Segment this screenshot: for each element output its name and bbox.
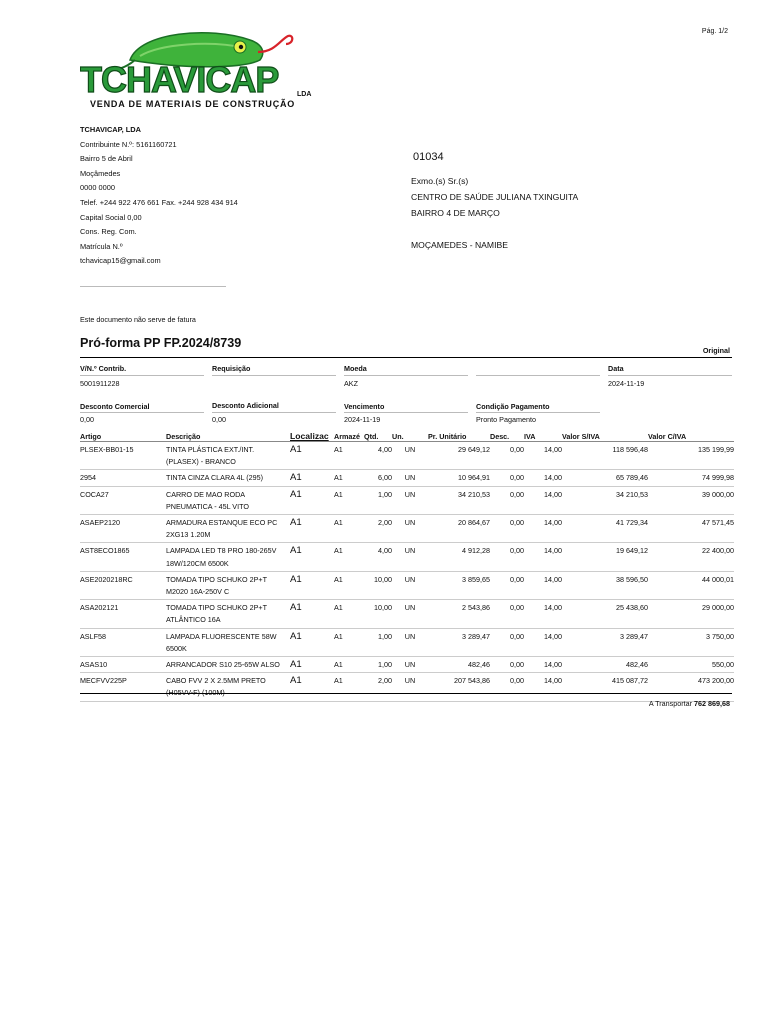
cell-valor-siva: 34 210,53 [562, 486, 648, 514]
meta-label: Desconto Adicional [212, 401, 279, 410]
cell-pr-unit: 29 649,12 [428, 442, 490, 470]
items-table [80, 427, 734, 702]
cell-desc: 0,00 [490, 470, 524, 486]
table-row [80, 657, 734, 673]
meta-value: 0,00 [212, 415, 226, 424]
cell-pr-unit: 34 210,53 [428, 486, 490, 514]
cell-valor-civa: 22 400,00 [648, 543, 734, 571]
document-note: Este documento não serve de fatura [80, 315, 196, 324]
client-address [411, 173, 578, 253]
cell-valor-siva: 482,46 [562, 657, 648, 673]
cell-artigo: MECFVV225P [80, 673, 166, 701]
svg-text:VENDA DE MATERIAIS DE CONSTRUÇ: VENDA DE MATERIAIS DE CONSTRUÇÃO [90, 99, 296, 109]
cell-valor-siva: 38 596,50 [562, 571, 648, 599]
table-row [80, 571, 734, 599]
cell-qtd: 4,00 [364, 543, 392, 571]
divider [476, 375, 600, 376]
divider [608, 375, 732, 376]
transport-value: 762 869,68 [694, 699, 730, 708]
cell-artigo: ASA202121 [80, 600, 166, 628]
cell-armazem: A1 [334, 543, 364, 571]
divider [80, 412, 204, 413]
meta-label: Data [608, 364, 624, 373]
meta-label: Condição Pagamento [476, 402, 550, 411]
cell-desc: 0,00 [490, 442, 524, 470]
cell-localizacao: A1 [290, 515, 334, 543]
cell-qtd: 10,00 [364, 600, 392, 628]
cell-descricao: TINTA PLÁSTICA EXT./INT. (PLASEX) - BRANCO [166, 442, 290, 470]
divider [212, 375, 336, 376]
cell-valor-siva: 25 438,60 [562, 600, 648, 628]
cell-iva: 14,00 [524, 571, 562, 599]
col-header-armazem: Armazé [334, 427, 364, 442]
cell-valor-siva: 3 289,47 [562, 628, 648, 656]
page-number: Pág. 1/2 [701, 28, 728, 35]
cell-valor-civa: 74 999,98 [648, 470, 734, 486]
client-line: BAIRRO 4 DE MARÇO [411, 208, 500, 218]
col-header-desc: Desc. [490, 427, 524, 442]
table-row [80, 628, 734, 656]
cell-valor-civa: 39 000,00 [648, 486, 734, 514]
cell-desc: 0,00 [490, 571, 524, 599]
cell-artigo: ASLF58 [80, 628, 166, 656]
col-header-pr-unit: Pr. Unitário [428, 427, 490, 442]
cell-descricao: TOMADA TIPO SCHUKO 2P+T ATLÂNTICO 16A [166, 600, 290, 628]
cell-un: UN [392, 543, 428, 571]
meta-value: 2024-11-19 [608, 379, 645, 388]
cell-qtd: 6,00 [364, 470, 392, 486]
cell-descricao: CARRO DE MAO RODA PNEUMATICA - 45L VITO [166, 486, 290, 514]
company-name: TCHAVICAP, LDA [80, 125, 141, 134]
cell-artigo: ASAEP2120 [80, 515, 166, 543]
cell-artigo: 2954 [80, 470, 166, 486]
cell-iva: 14,00 [524, 543, 562, 571]
cell-pr-unit: 482,46 [428, 657, 490, 673]
cell-armazem: A1 [334, 442, 364, 470]
cell-iva: 14,00 [524, 600, 562, 628]
cell-localizacao: A1 [290, 486, 334, 514]
cell-localizacao: A1 [290, 470, 334, 486]
meta-label: Desconto Comercial [80, 402, 150, 411]
cell-qtd: 1,00 [364, 628, 392, 656]
divider [80, 375, 204, 376]
cell-artigo: ASE2020218RC [80, 571, 166, 599]
cell-iva: 14,00 [524, 673, 562, 701]
cell-valor-civa: 473 200,00 [648, 673, 734, 701]
divider [476, 412, 600, 413]
cell-desc: 0,00 [490, 543, 524, 571]
company-logo [80, 30, 320, 112]
cell-localizacao: A1 [290, 543, 334, 571]
cell-iva: 14,00 [524, 442, 562, 470]
company-line: 0000 0000 [80, 183, 115, 193]
meta-value: Pronto Pagamento [476, 415, 536, 424]
transport-total [649, 699, 730, 708]
col-header-valor-siva: Valor S/IVA [562, 427, 648, 442]
client-line: MOÇAMEDES - NAMIBE [411, 240, 508, 250]
cell-valor-civa: 135 199,99 [648, 442, 734, 470]
company-line: Bairro 5 de Abril [80, 154, 133, 164]
cell-descricao: TOMADA TIPO SCHUKO 2P+T M2020 16A-250V C [166, 571, 290, 599]
document-meta [80, 364, 732, 426]
divider [212, 412, 336, 413]
cell-localizacao: A1 [290, 571, 334, 599]
cell-valor-siva: 19 649,12 [562, 543, 648, 571]
col-header-valor-civa: Valor C/IVA [648, 427, 734, 442]
cell-armazem: A1 [334, 486, 364, 514]
svg-text:LDA: LDA [297, 91, 312, 98]
cell-valor-civa: 29 000,00 [648, 600, 734, 628]
company-line: Moçâmedes [80, 168, 121, 178]
cell-artigo: AST8ECO1865 [80, 543, 166, 571]
cell-descricao: LAMPADA FLUORESCENTE 58W 6500K [166, 628, 290, 656]
col-header-iva: IVA [524, 427, 562, 442]
cell-pr-unit: 3 859,65 [428, 571, 490, 599]
cell-desc: 0,00 [490, 673, 524, 701]
divider [344, 412, 468, 413]
cell-armazem: A1 [334, 571, 364, 599]
cell-un: UN [392, 657, 428, 673]
meta-label: Vencimento [344, 402, 385, 411]
cell-valor-civa: 47 571,45 [648, 515, 734, 543]
table-row [80, 543, 734, 571]
table-row [80, 486, 734, 514]
col-header-qtd: Qtd. [364, 427, 392, 442]
table-row [80, 470, 734, 486]
cell-pr-unit: 4 912,28 [428, 543, 490, 571]
cell-un: UN [392, 600, 428, 628]
divider [80, 357, 732, 358]
company-info [80, 123, 238, 269]
cell-iva: 14,00 [524, 515, 562, 543]
cell-un: UN [392, 673, 428, 701]
divider [80, 693, 732, 694]
col-header-localizacao: Localizac [290, 427, 334, 442]
cell-pr-unit: 10 964,91 [428, 470, 490, 486]
cell-artigo: COCA27 [80, 486, 166, 514]
col-header-descricao: Descrição [166, 427, 290, 442]
cell-localizacao: A1 [290, 628, 334, 656]
divider [344, 375, 468, 376]
svg-text:TCHAVICAP: TCHAVICAP [80, 59, 279, 100]
copy-label: Original [702, 346, 730, 355]
cell-armazem: A1 [334, 657, 364, 673]
cell-iva: 14,00 [524, 657, 562, 673]
cell-desc: 0,00 [490, 486, 524, 514]
cell-qtd: 2,00 [364, 673, 392, 701]
meta-value: 0,00 [80, 415, 94, 424]
cell-un: UN [392, 628, 428, 656]
cell-valor-siva: 415 087,72 [562, 673, 648, 701]
cell-armazem: A1 [334, 600, 364, 628]
table-row [80, 673, 734, 701]
cell-descricao: ARRANCADOR S10 25-65W ALSO [166, 657, 290, 673]
cell-localizacao: A1 [290, 657, 334, 673]
meta-value: 5001911228 [80, 379, 120, 388]
col-header-artigo: Artigo [80, 427, 166, 442]
meta-label: Moeda [344, 364, 367, 373]
meta-value: AKZ [344, 379, 358, 388]
cell-un: UN [392, 486, 428, 514]
cell-un: UN [392, 515, 428, 543]
meta-label: V/N.º Contrib. [80, 364, 127, 373]
divider [80, 286, 226, 287]
cell-localizacao: A1 [290, 600, 334, 628]
company-line: Matrícula N.º [80, 241, 123, 251]
client-line: Exmo.(s) Sr.(s) [411, 176, 469, 186]
cell-qtd: 4,00 [364, 442, 392, 470]
cell-localizacao: A1 [290, 673, 334, 701]
table-row [80, 442, 734, 470]
cell-descricao: ARMADURA ESTANQUE ECO PC 2XG13 1.20M [166, 515, 290, 543]
client-line [411, 221, 578, 237]
table-header-row [80, 427, 734, 442]
cell-armazem: A1 [334, 470, 364, 486]
cell-iva: 14,00 [524, 470, 562, 486]
transport-label: A Transportar [648, 699, 693, 708]
cell-localizacao: A1 [290, 442, 334, 470]
cell-armazem: A1 [334, 673, 364, 701]
cell-artigo: ASAS10 [80, 657, 166, 673]
cell-pr-unit: 20 864,67 [428, 515, 490, 543]
client-number: 01034 [413, 151, 444, 163]
company-line: Cons. Reg. Com. [80, 227, 137, 237]
company-line: Contribuinte N.º: 5161160721 [80, 139, 177, 149]
cell-artigo: PLSEX-BB01-15 [80, 442, 166, 470]
company-line: Capital Social 0,00 [80, 212, 142, 222]
cell-valor-civa: 3 750,00 [648, 628, 734, 656]
cell-qtd: 2,00 [364, 515, 392, 543]
col-header-un: Un. [392, 427, 428, 442]
cell-pr-unit: 207 543,86 [428, 673, 490, 701]
company-line: Telef. +244 922 476 661 Fax. +244 928 434 914 [80, 197, 238, 207]
cell-iva: 14,00 [524, 628, 562, 656]
cell-valor-siva: 118 596,48 [562, 442, 648, 470]
cell-un: UN [392, 571, 428, 599]
cell-desc: 0,00 [490, 600, 524, 628]
cell-descricao: LAMPADA LED T8 PRO 180-265V 18W/120CM 6500K [166, 543, 290, 571]
table-row [80, 515, 734, 543]
cell-un: UN [392, 470, 428, 486]
company-line: tchavicap15@gmail.com [80, 256, 161, 266]
cell-valor-civa: 44 000,01 [648, 571, 734, 599]
cell-pr-unit: 3 289,47 [428, 628, 490, 656]
cell-valor-civa: 550,00 [648, 657, 734, 673]
document-title: Pró-forma PP FP.2024/8739 [80, 336, 242, 350]
cell-descricao: CABO FVV 2 X 2.5MM PRETO (H05VV-F) (100M) [166, 673, 290, 701]
cell-valor-siva: 41 729,34 [562, 515, 648, 543]
meta-label: Requisição [212, 364, 251, 373]
cell-valor-siva: 65 789,46 [562, 470, 648, 486]
cell-desc: 0,00 [490, 657, 524, 673]
meta-value: 2024-11-19 [344, 415, 381, 424]
cell-desc: 0,00 [490, 515, 524, 543]
table-row [80, 600, 734, 628]
cell-armazem: A1 [334, 515, 364, 543]
cell-qtd: 1,00 [364, 486, 392, 514]
cell-pr-unit: 2 543,86 [428, 600, 490, 628]
cell-qtd: 1,00 [364, 657, 392, 673]
client-line: CENTRO DE SAÚDE JULIANA TXINGUITA [411, 192, 579, 202]
cell-armazem: A1 [334, 628, 364, 656]
cell-desc: 0,00 [490, 628, 524, 656]
cell-iva: 14,00 [524, 486, 562, 514]
cell-descricao: TINTA CINZA CLARA 4L (295) [166, 470, 290, 486]
cell-qtd: 10,00 [364, 571, 392, 599]
cell-un: UN [392, 442, 428, 470]
chameleon-logo-icon [80, 30, 320, 112]
